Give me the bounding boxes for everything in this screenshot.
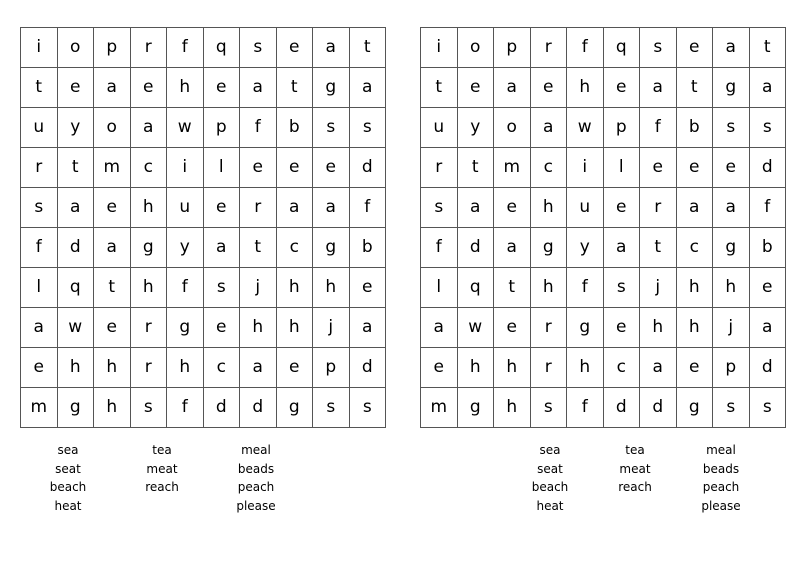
grid-cell: t bbox=[677, 68, 714, 108]
grid-cell: l bbox=[421, 268, 458, 308]
grid-cell: h bbox=[94, 388, 131, 428]
grid-cell: q bbox=[458, 268, 495, 308]
word-item: beach bbox=[49, 480, 87, 494]
grid-cell: f bbox=[640, 108, 677, 148]
grid-cell: s bbox=[750, 108, 787, 148]
grid-cell: s bbox=[421, 188, 458, 228]
grid-cell: a bbox=[131, 108, 168, 148]
grid-cell: a bbox=[240, 348, 277, 388]
word-column-3 bbox=[216, 441, 296, 515]
grid-cell: s bbox=[313, 108, 350, 148]
grid-cell: t bbox=[750, 28, 787, 68]
grid-cell: f bbox=[350, 188, 387, 228]
grid-cell: c bbox=[604, 348, 641, 388]
grid-cell: a bbox=[458, 188, 495, 228]
word-column-3 bbox=[681, 441, 761, 515]
grid-cell: g bbox=[458, 388, 495, 428]
grid-cell: y bbox=[567, 228, 604, 268]
grid-cell: g bbox=[677, 388, 714, 428]
grid-cell: f bbox=[567, 388, 604, 428]
word-column-2 bbox=[122, 441, 202, 497]
grid-cell: w bbox=[458, 308, 495, 348]
grid-cell: b bbox=[277, 108, 314, 148]
grid-cell: s bbox=[240, 28, 277, 68]
grid-cell: r bbox=[240, 188, 277, 228]
grid-cell: i bbox=[21, 28, 58, 68]
grid-cell: i bbox=[167, 148, 204, 188]
grid-cell: f bbox=[240, 108, 277, 148]
grid-cell: a bbox=[350, 308, 387, 348]
grid-cell: a bbox=[421, 308, 458, 348]
word-item: heat bbox=[54, 498, 82, 513]
grid-cell: a bbox=[713, 28, 750, 68]
grid-cell: w bbox=[567, 108, 604, 148]
grid-cell: y bbox=[458, 108, 495, 148]
grid-cell: t bbox=[58, 148, 95, 188]
word-item: meat bbox=[146, 461, 178, 476]
grid-cell: e bbox=[604, 68, 641, 108]
grid-cell: e bbox=[313, 148, 350, 188]
grid-cell: p bbox=[204, 108, 241, 148]
grid-cell: e bbox=[240, 148, 277, 188]
grid-cell: o bbox=[458, 28, 495, 68]
grid-cell: t bbox=[277, 68, 314, 108]
grid-cell: d bbox=[640, 388, 677, 428]
word-item: sea bbox=[539, 443, 561, 457]
grid-cell: j bbox=[313, 308, 350, 348]
grid-cell: h bbox=[131, 188, 168, 228]
grid-cell: e bbox=[677, 348, 714, 388]
grid-cell: e bbox=[58, 68, 95, 108]
grid-cell: p bbox=[494, 28, 531, 68]
grid-cell: b bbox=[677, 108, 714, 148]
word-column-1 bbox=[510, 441, 590, 515]
grid-cell: e bbox=[421, 348, 458, 388]
grid-cell: s bbox=[350, 108, 387, 148]
grid-cell: t bbox=[94, 268, 131, 308]
grid-cell: g bbox=[131, 228, 168, 268]
grid-cell: l bbox=[204, 148, 241, 188]
grid-cell: e bbox=[350, 268, 387, 308]
grid-cell: a bbox=[640, 68, 677, 108]
grid-cell: e bbox=[204, 188, 241, 228]
grid-cell: e bbox=[713, 148, 750, 188]
word-item: beads bbox=[237, 461, 275, 476]
word-item: seat bbox=[537, 461, 563, 476]
grid-cell: e bbox=[494, 308, 531, 348]
word-item: reach bbox=[145, 480, 179, 494]
grid-cell: d bbox=[750, 148, 787, 188]
grid-cell: e bbox=[131, 68, 168, 108]
word-list bbox=[420, 441, 785, 531]
grid-cell: h bbox=[640, 308, 677, 348]
grid-cell: a bbox=[531, 108, 568, 148]
grid-cell: h bbox=[313, 268, 350, 308]
grid-cell: i bbox=[421, 28, 458, 68]
word-item: sea bbox=[57, 443, 79, 457]
grid-cell: h bbox=[531, 268, 568, 308]
grid-cell: e bbox=[677, 148, 714, 188]
grid-cell: f bbox=[750, 188, 787, 228]
grid-cell: r bbox=[531, 348, 568, 388]
grid-cell: g bbox=[713, 68, 750, 108]
grid-cell: d bbox=[58, 228, 95, 268]
grid-cell: h bbox=[713, 268, 750, 308]
grid-cell: s bbox=[640, 28, 677, 68]
grid-cell: s bbox=[531, 388, 568, 428]
grid-cell: c bbox=[131, 148, 168, 188]
grid-cell: t bbox=[240, 228, 277, 268]
grid-cell: d bbox=[350, 148, 387, 188]
word-item: tea bbox=[152, 443, 172, 457]
grid-cell: p bbox=[604, 108, 641, 148]
grid-cell: f bbox=[567, 28, 604, 68]
grid-cell: g bbox=[167, 308, 204, 348]
grid-cell: e bbox=[277, 28, 314, 68]
grid-cell: c bbox=[677, 228, 714, 268]
grid-cell: s bbox=[21, 188, 58, 228]
grid-cell: h bbox=[58, 348, 95, 388]
grid-cell: p bbox=[713, 348, 750, 388]
grid-cell: h bbox=[458, 348, 495, 388]
grid-cell: s bbox=[713, 108, 750, 148]
grid-cell: e bbox=[277, 148, 314, 188]
grid-cell: h bbox=[677, 268, 714, 308]
grid-cell: r bbox=[531, 308, 568, 348]
grid-cell: g bbox=[313, 228, 350, 268]
word-column-2 bbox=[595, 441, 675, 497]
word-item: meal bbox=[241, 443, 271, 457]
grid-cell: c bbox=[531, 148, 568, 188]
grid-cell: t bbox=[494, 268, 531, 308]
grid-cell: d bbox=[204, 388, 241, 428]
grid-cell: r bbox=[131, 308, 168, 348]
grid-cell: d bbox=[604, 388, 641, 428]
grid-cell: e bbox=[604, 188, 641, 228]
grid-cell: d bbox=[750, 348, 787, 388]
grid-cell: a bbox=[604, 228, 641, 268]
grid-cell: a bbox=[21, 308, 58, 348]
grid-cell: f bbox=[21, 228, 58, 268]
grid-cell: p bbox=[313, 348, 350, 388]
grid-cell: e bbox=[458, 68, 495, 108]
grid-cell: h bbox=[167, 68, 204, 108]
word-list bbox=[20, 441, 385, 531]
word-item: tea bbox=[625, 443, 645, 457]
grid-cell: g bbox=[567, 308, 604, 348]
grid-cell: q bbox=[604, 28, 641, 68]
grid-cell: w bbox=[167, 108, 204, 148]
grid-cell: e bbox=[750, 268, 787, 308]
grid-cell: u bbox=[421, 108, 458, 148]
word-search-left bbox=[20, 27, 386, 513]
word-item: meal bbox=[706, 443, 736, 457]
grid-cell: o bbox=[58, 28, 95, 68]
grid-cell: a bbox=[313, 28, 350, 68]
grid-cell: r bbox=[131, 348, 168, 388]
grid-cell: g bbox=[277, 388, 314, 428]
grid-cell: j bbox=[640, 268, 677, 308]
grid-cell: t bbox=[458, 148, 495, 188]
grid-cell: e bbox=[677, 28, 714, 68]
word-item: reach bbox=[618, 480, 652, 494]
grid-cell: r bbox=[421, 148, 458, 188]
grid-cell: a bbox=[94, 228, 131, 268]
grid-cell: a bbox=[240, 68, 277, 108]
word-item: meat bbox=[619, 461, 651, 476]
grid-cell: m bbox=[21, 388, 58, 428]
grid-cell: l bbox=[604, 148, 641, 188]
grid-cell: a bbox=[277, 188, 314, 228]
grid-cell: a bbox=[313, 188, 350, 228]
grid-cell: h bbox=[277, 268, 314, 308]
grid-cell: m bbox=[421, 388, 458, 428]
grid-cell: d bbox=[458, 228, 495, 268]
grid-cell: a bbox=[204, 228, 241, 268]
grid-cell: s bbox=[604, 268, 641, 308]
grid-cell: b bbox=[350, 228, 387, 268]
grid-cell: a bbox=[58, 188, 95, 228]
word-item: beads bbox=[702, 461, 740, 476]
grid-cell: f bbox=[167, 28, 204, 68]
grid-cell: s bbox=[750, 388, 787, 428]
grid-cell: s bbox=[350, 388, 387, 428]
grid-cell: c bbox=[204, 348, 241, 388]
grid-cell: h bbox=[494, 388, 531, 428]
grid-cell: t bbox=[421, 68, 458, 108]
grid-cell: g bbox=[531, 228, 568, 268]
grid-cell: h bbox=[567, 348, 604, 388]
word-search-right bbox=[420, 27, 786, 513]
grid-cell: g bbox=[713, 228, 750, 268]
grid-cell: a bbox=[750, 68, 787, 108]
grid-cell: h bbox=[131, 268, 168, 308]
grid-cell: i bbox=[567, 148, 604, 188]
word-item: seat bbox=[55, 461, 81, 476]
grid-cell: h bbox=[94, 348, 131, 388]
grid-cell: o bbox=[94, 108, 131, 148]
word-column-1 bbox=[28, 441, 108, 515]
grid-cell: r bbox=[131, 28, 168, 68]
grid-cell: u bbox=[21, 108, 58, 148]
grid-cell: e bbox=[604, 308, 641, 348]
grid-cell: h bbox=[494, 348, 531, 388]
grid-cell: b bbox=[750, 228, 787, 268]
grid-cell: h bbox=[277, 308, 314, 348]
grid-cell: t bbox=[640, 228, 677, 268]
grid-cell: e bbox=[531, 68, 568, 108]
grid-cell: f bbox=[167, 268, 204, 308]
grid-cell: e bbox=[94, 308, 131, 348]
grid-cell: h bbox=[167, 348, 204, 388]
word-item: please bbox=[236, 498, 276, 513]
grid-cell: j bbox=[240, 268, 277, 308]
word-item: peach bbox=[237, 480, 275, 494]
word-item: heat bbox=[536, 498, 564, 513]
grid-cell: h bbox=[677, 308, 714, 348]
grid-cell: t bbox=[21, 68, 58, 108]
grid-cell: u bbox=[567, 188, 604, 228]
grid-cell: j bbox=[713, 308, 750, 348]
grid-cell: l bbox=[21, 268, 58, 308]
grid-cell: a bbox=[494, 68, 531, 108]
grid-cell: t bbox=[350, 28, 387, 68]
grid-cell: d bbox=[350, 348, 387, 388]
grid-cell: g bbox=[313, 68, 350, 108]
grid-cell: h bbox=[567, 68, 604, 108]
grid-cell: s bbox=[713, 388, 750, 428]
grid-cell: e bbox=[494, 188, 531, 228]
grid-cell: a bbox=[640, 348, 677, 388]
grid-cell: e bbox=[277, 348, 314, 388]
grid-cell: a bbox=[494, 228, 531, 268]
grid-cell: a bbox=[677, 188, 714, 228]
letter-grid bbox=[420, 27, 786, 428]
word-item: beach bbox=[531, 480, 569, 494]
grid-cell: m bbox=[494, 148, 531, 188]
grid-cell: y bbox=[167, 228, 204, 268]
grid-cell: y bbox=[58, 108, 95, 148]
grid-cell: e bbox=[204, 68, 241, 108]
grid-cell: e bbox=[640, 148, 677, 188]
grid-cell: e bbox=[204, 308, 241, 348]
grid-cell: r bbox=[21, 148, 58, 188]
grid-cell: a bbox=[94, 68, 131, 108]
grid-cell: s bbox=[131, 388, 168, 428]
grid-cell: f bbox=[421, 228, 458, 268]
grid-cell: q bbox=[204, 28, 241, 68]
grid-cell: d bbox=[240, 388, 277, 428]
grid-cell: r bbox=[531, 28, 568, 68]
grid-cell: s bbox=[204, 268, 241, 308]
grid-cell: e bbox=[94, 188, 131, 228]
grid-cell: s bbox=[313, 388, 350, 428]
grid-cell: e bbox=[21, 348, 58, 388]
grid-cell: p bbox=[94, 28, 131, 68]
grid-cell: h bbox=[531, 188, 568, 228]
grid-cell: a bbox=[713, 188, 750, 228]
grid-cell: a bbox=[350, 68, 387, 108]
grid-cell: g bbox=[58, 388, 95, 428]
word-item: peach bbox=[702, 480, 740, 494]
grid-cell: f bbox=[567, 268, 604, 308]
grid-cell: f bbox=[167, 388, 204, 428]
grid-cell: c bbox=[277, 228, 314, 268]
word-item: please bbox=[701, 498, 741, 513]
grid-cell: w bbox=[58, 308, 95, 348]
grid-cell: a bbox=[750, 308, 787, 348]
grid-cell: u bbox=[167, 188, 204, 228]
grid-cell: o bbox=[494, 108, 531, 148]
grid-cell: m bbox=[94, 148, 131, 188]
letter-grid bbox=[20, 27, 386, 428]
grid-cell: r bbox=[640, 188, 677, 228]
grid-cell: q bbox=[58, 268, 95, 308]
grid-cell: h bbox=[240, 308, 277, 348]
